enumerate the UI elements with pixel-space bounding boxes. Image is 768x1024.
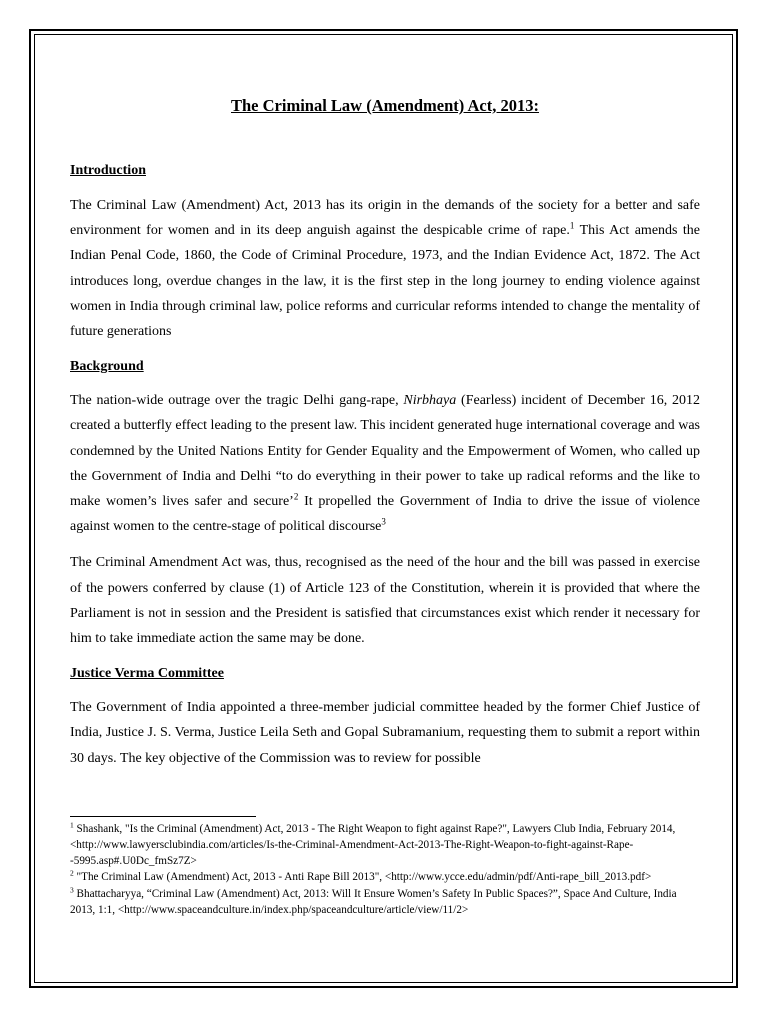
background-paragraph-1: The nation-wide outrage over the tragic Delhi gang-rape, Nirbhaya (Fearless) incident of December 16, 2012 created a butterfly effect leading to the present law. This incident generated huge international coverage and was condemned by the United Nations Entity for Gender Equality and the Empowerment of Women, who called up the Government of India and Delhi “to do everything in their power to take up radical reforms and the like to make women’s lives safer and secure’$^2$ It propelled the Government of India to drive the issue of violence against women to the centre-stage of political discourse$^3$ <box>70 393 700 535</box>
footnote-separator <box>70 816 256 817</box>
footnote-3: $^3$ Bhattacharyya, “Criminal Law (Amendment) Act, 2013: Will It Ensure Women’s Safety In Public Spaces?”, Space And Culture, India 2013, 1:1, <http://www.spaceandculture.in/index.php/spaceandculture/article/view/11/2> <box>70 885 677 916</box>
footnote-ref-1[interactable]: 1 <box>569 220 575 231</box>
section-heading-background: Background <box>70 359 144 375</box>
footnote-ref-3[interactable]: 3 <box>381 516 386 527</box>
document-title: The Criminal Law (Amendment) Act, 2013: <box>231 96 539 115</box>
section-heading-introduction: Introduction <box>70 163 146 178</box>
background-paragraph-2: The Criminal Amendment Act was, thus, recognised as the need of the hour and the bill was passed in exercise of the powers conferred by clause (1) of Article 123 of the Constitution, wherein it is provided that where the Parliament is not in session and the President is satisfied that circumstances exist which render it necessary for him to take immediate action the same may be done. <box>70 555 700 647</box>
footnote-1: $^1$ Shashank, "Is the Criminal (Amendment) Act, 2013 - The Right Weapon to fight against Rape?", Lawyers Club India, February 2014, <http://www.lawyersclubindia.com/articles/Is-the-Criminal-Amendment-Act-2013-The-Right-Weapon-to-fight-against-Rape--5995.asp#.U0Dc_fmSz7Z> <box>70 820 676 867</box>
document-body <box>70 96 700 771</box>
section-heading-verma-committee: Justice Verma Committee <box>70 666 224 682</box>
footnote-2: $^2$ "The Criminal Law (Amendment) Act, 2013 - Anti Rape Bill 2013", <http://www.ycce.edu/admin/pdf/Anti-rape_bill_2013.pdf> <box>70 868 652 884</box>
footnote-ref-2[interactable]: 2 <box>293 491 299 502</box>
introduction-paragraph: The Criminal Law (Amendment) Act, 2013 has its origin in the demands of the society for a better and safe environment for women and in its deep anguish against the despicable crime of rape.$^1$ This Act amends the Indian Penal Code, 1860, the Code of Criminal Procedure, 1973, and the Indian Evidence Act, 1872. The Act introduces long, overdue changes in the law, it is the first step in the long journey to ending violence against women in India through criminal law, police reforms and curricular reforms intended to change the mentality of future generations <box>70 198 700 340</box>
verma-paragraph: The Government of India appointed a three-member judicial committee headed by the former Chief Justice of India, Justice J. S. Verma, Justice Leila Seth and Gopal Subramanium, requesting them to submit a report within 30 days. The key objective of the Commission was to review for possible <box>70 700 700 766</box>
footnotes <box>70 822 700 920</box>
